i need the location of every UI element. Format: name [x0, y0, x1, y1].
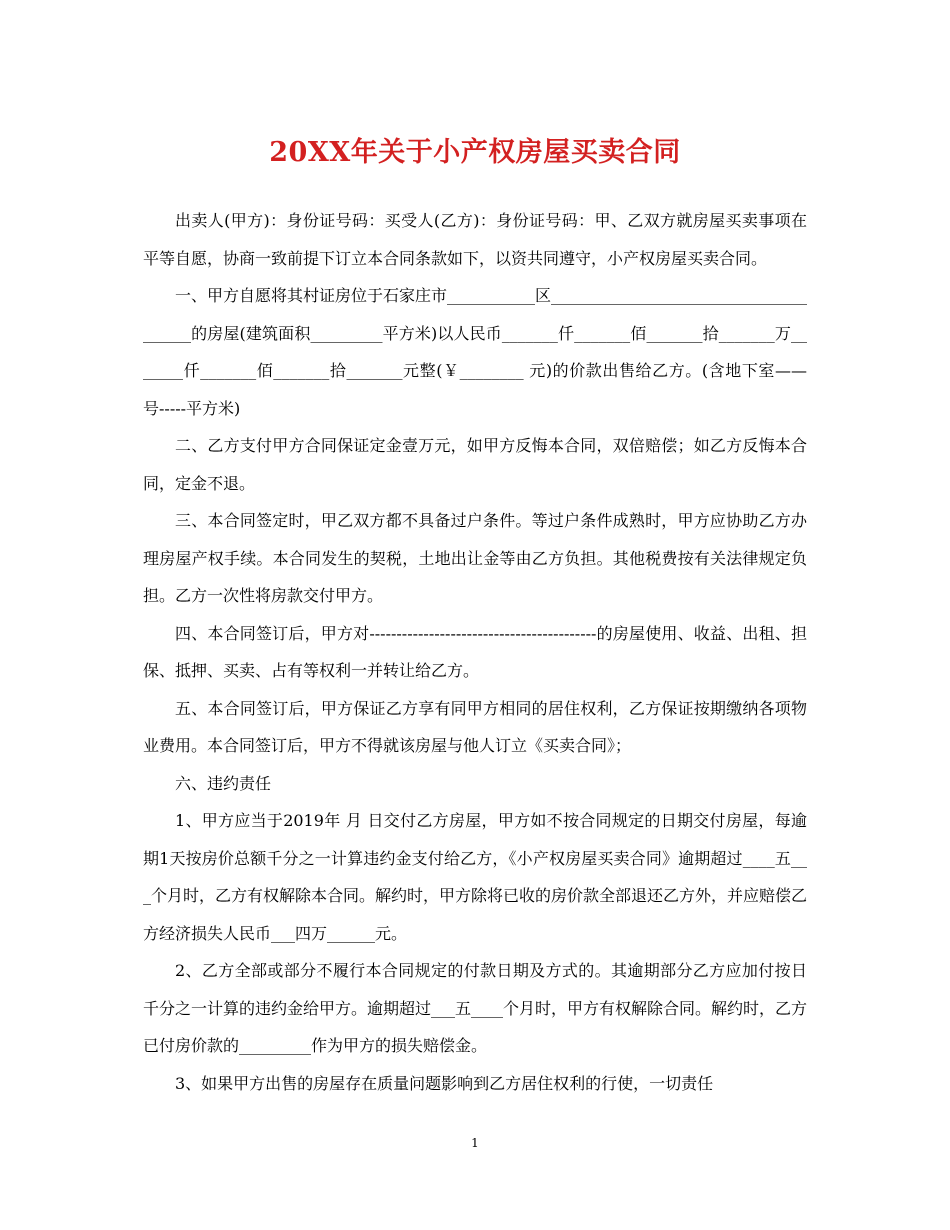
page-number: 1 [471, 1136, 479, 1150]
document-title: 20XX年关于小产权房屋买卖合同 [269, 137, 681, 168]
document-body [143, 202, 807, 1102]
paragraph-clause-2: 二、乙方支付甲方合同保证定金壹万元，如甲方反悔本合同，双倍赔偿；如乙方反悔本合同，定金不退。 [143, 436, 807, 493]
paragraph-clause-1: 一、甲方自愿将其村证房位于石家庄市___________区______________________________________的房屋(建筑面积_________平方米)以人民币_______仟_______佰_______拾_______万_______仟_______佰_______拾_______元整(￥________ 元)的价款出售给乙方。(含地下室——号-----平方米) [143, 286, 808, 418]
paragraph-clause-4: 四、本合同签订后，甲方对------------------------------------------的房屋使用、收益、出租、担保、抵押、买卖、占有等权利一并转让给乙方。 [143, 623, 807, 680]
paragraph-clause-6-2: 2、乙方全部或部分不履行本合同规定的付款日期及方式的。其逾期部分乙方应加付按日千分之一计算的违约金给甲方。逾期超过___五____个月时，甲方有权解除合同。解约时，乙方已付房价款的_________作为甲方的损失赔偿金。 [143, 961, 808, 1055]
paragraph-clause-6-1: 1、甲方应当于2019年 月 日交付乙方房屋，甲方如不按合同规定的日期交付房屋，每逾期1天按房价总额千分之一计算违约金支付给乙方，《小产权房屋买卖合同》逾期超过____五___个月时，乙方有权解除本合同。解约时，甲方除将已收的房价款全部退还乙方外，并应赔偿乙方经济损失人民币___四万______元。 [143, 811, 808, 943]
paragraph-clause-3: 三、本合同签定时，甲乙双方都不具备过户条件。等过户条件成熟时，甲方应协助乙方办理房屋产权手续。本合同发生的契税，土地出让金等由乙方负担。其他税费按有关法律规定负担。乙方一次性将房款交付甲方。 [143, 511, 807, 605]
paragraph-clause-6-heading: 六、违约责任 [175, 773, 272, 793]
paragraph-clause-6-3: 3、如果甲方出售的房屋存在质量问题影响到乙方居住权利的行使，一切责任 [175, 1073, 714, 1093]
paragraph-parties: 出卖人(甲方)：身份证号码：买受人(乙方)：身份证号码：甲、乙双方就房屋买卖事项在平等自愿，协商一致前提下订立本合同条款如下，以资共同遵守，小产权房屋买卖合同。 [143, 211, 807, 268]
paragraph-clause-5: 五、本合同签订后，甲方保证乙方享有同甲方相同的居住权利，乙方保证按期缴纳各项物业费用。本合同签订后，甲方不得就该房屋与他人订立《买卖合同》； [143, 698, 807, 755]
